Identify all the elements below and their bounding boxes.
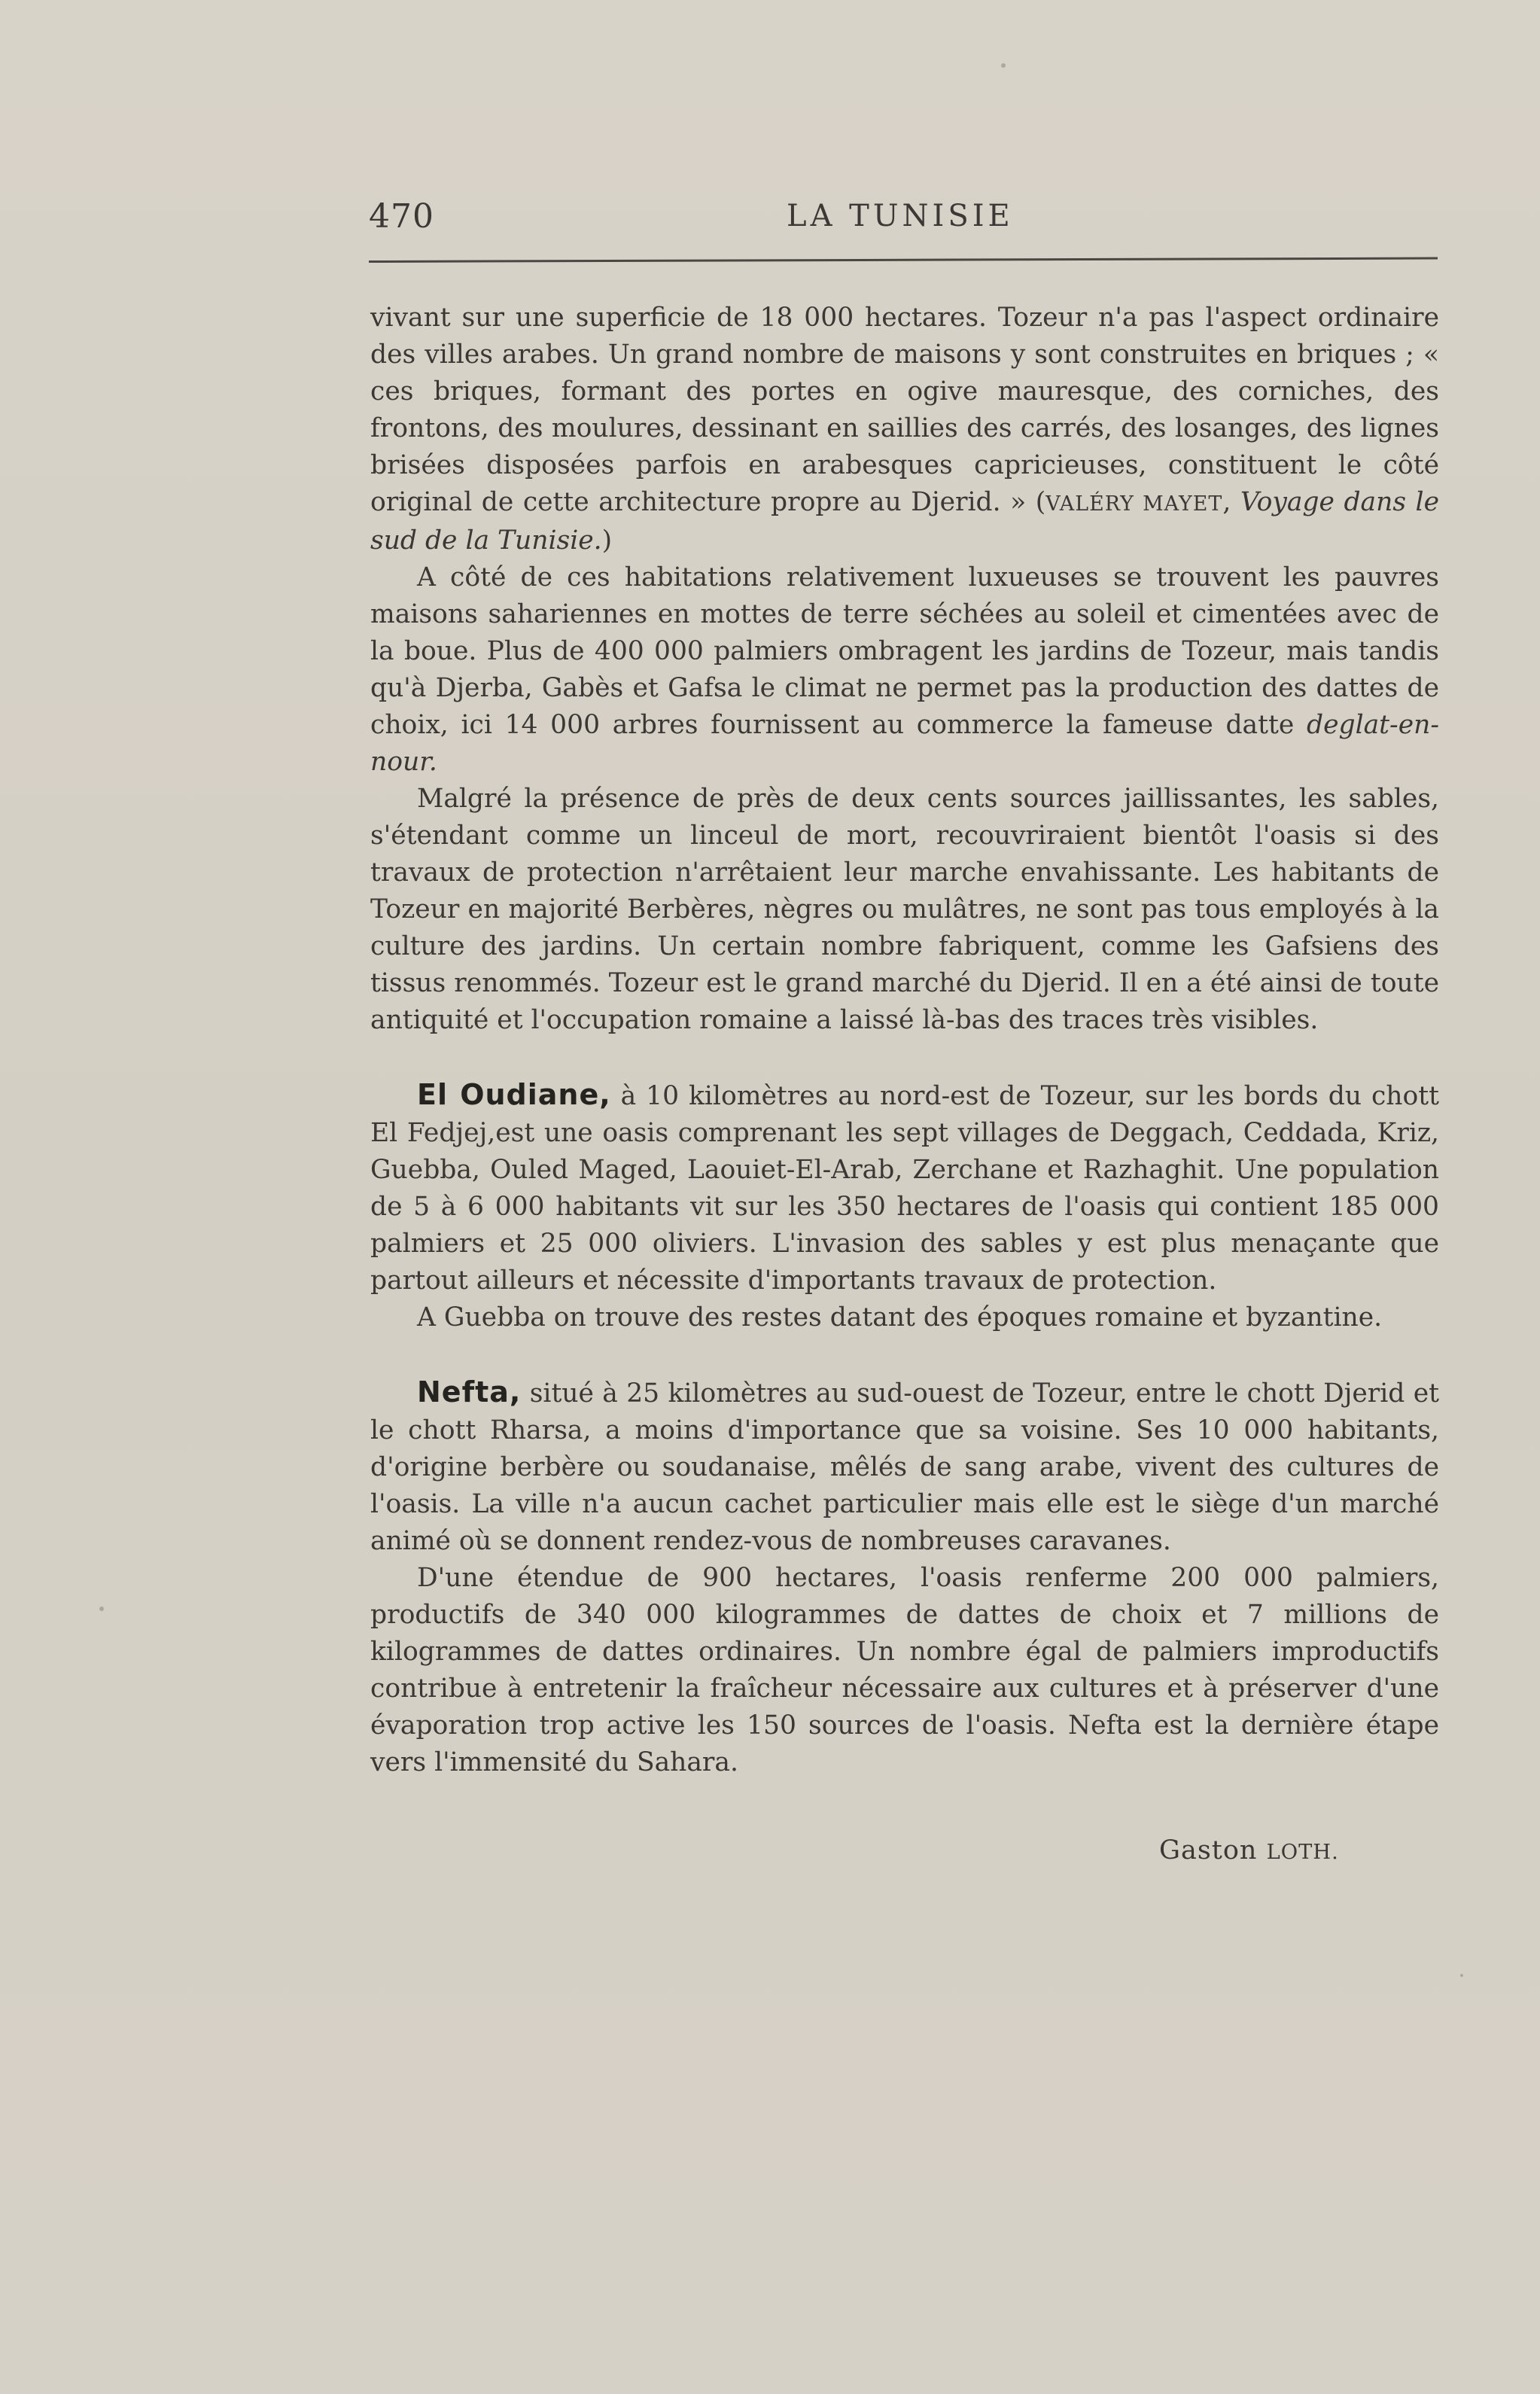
citation-title: Voyage dans le sud de la Tunisie. (370, 487, 1440, 556)
header-rule (369, 257, 1438, 263)
body-text (370, 300, 1439, 1781)
paragraph-tozeur-palms (370, 559, 1439, 781)
author-signature (1159, 1835, 1339, 1866)
page-number: 470 (369, 197, 434, 236)
paper-speck (1001, 63, 1006, 68)
running-title: LA TUNISIE (787, 199, 1014, 233)
section-heading-el-oudiane: El Oudiane, (417, 1078, 611, 1111)
paper-speck (1460, 1974, 1463, 1977)
paragraph-text: A côté de ces habitations relativement luxueuses se trouvent les pauvres maisons sahariennes en mottes de terre séchées au soleil et cimentées avec de la boue. Plus de 400 000 palmiers ombragent les jardins de Tozeur, mais tandis qu'à Djerba, Gabès et Gafsa le climat ne permet pas la production des dattes de choix, ici 14 000 arbres fournissent au commerce la fameuse datte (370, 562, 1439, 740)
date-variety-name: deglat-en-nour. (370, 710, 1439, 777)
signature-first-name: Gaston (1159, 1835, 1267, 1866)
page-header (369, 194, 1438, 247)
paragraph-nefta (370, 1374, 1439, 1560)
paragraph-nefta-oasis: D'une étendue de 900 hectares, l'oasis renferme 200 000 palmiers, productifs de 340 000 kilogrammes de dattes de choix et 7 millions de kilogrammes de dattes ordinaires. Un nombre égal de palmiers improductifs contribue à entretenir la fraîcheur nécessaire aux cultures et à préserver d'une évaporation trop active les 150 sources de l'oasis. Nefta est la dernière étape vers l'immensité du Sahara. (370, 1563, 1439, 1777)
paragraph-guebba: A Guebba on trouve des restes datant des époques romaine et byzantine. (417, 1302, 1383, 1333)
paragraph-text: vivant sur une superficie de 18 000 hectares. Tozeur n'a pas l'aspect ordinaire des villes arabes. Un grand nombre de maisons y sont construites en briques ; « ces briques, formant des portes en ogive mauresque, des corniches, des frontons, des moulures, dessinant en saillies des carrés, des losanges, des lignes brisées disposées parfois en arabesques capricieuses, constituent le côté original de cette architecture propre au Djerid. » ( (370, 303, 1439, 517)
section-gap (370, 1336, 1439, 1374)
citation-separator: , (1222, 487, 1240, 517)
paper-speck (99, 1607, 104, 1611)
paragraph-text: à 10 kilomètres au nord-est de Tozeur, sur les bords du chott El Fedjej,est une oasis comprenant les sept villages de Deggach, Ceddada, Kriz, Guebba, Ouled Maged, Laouiet-El-Arab, Zerchane et Razhaghit. Une population de 5 à 6 000 habitants vit sur les 350 hectares de l'oasis qui contient 185 000 palmiers et 25 000 oliviers. L'invasion des sables y est plus menaçante que partout ailleurs et nécessite d'importants travaux de protection. (370, 1081, 1440, 1296)
section-heading-nefta: Nefta, (417, 1375, 522, 1409)
citation-end: ) (601, 525, 613, 556)
paragraph-tozeur-sands: Malgré la présence de près de deux cents sources jaillissantes, les sables, s'étendant comme un linceul de mort, recouvriraient bientôt l'oasis si des travaux de protection n'arrêtaient leur marche envahissante. Les habitants de Tozeur en majorité Berbères, nègres ou mulâtres, ne sont pas tous employés à la culture des jardins. Un certain nombre fabriquent, comme les Gafsiens des tissus renommés. Tozeur est le grand marché du Djerid. Il en a été ainsi de toute antiquité et l'occupation romaine a laissé là-bas des traces très visibles. (370, 784, 1439, 1035)
section-gap (370, 1039, 1439, 1077)
citation-author: VALÉRY MAYET (1045, 492, 1223, 516)
paragraph-text: situé à 25 kilomètres au sud-ouest de Tozeur, entre le chott Djerid et le chott Rharsa, a moins d'importance que sa voisine. Ses 10 000 habitants, d'origine berbère ou soudanaise, mêlés de sang arabe, vivent des cultures de l'oasis. La ville n'a aucun cachet particulier mais elle est le siège d'un marché animé où se donnent rendez-vous de nombreuses caravanes. (370, 1378, 1439, 1556)
paragraph-el-oudiane (370, 1077, 1439, 1299)
signature-last-name: LOTH. (1266, 1841, 1339, 1864)
paragraph-tozeur-architecture (370, 300, 1439, 559)
